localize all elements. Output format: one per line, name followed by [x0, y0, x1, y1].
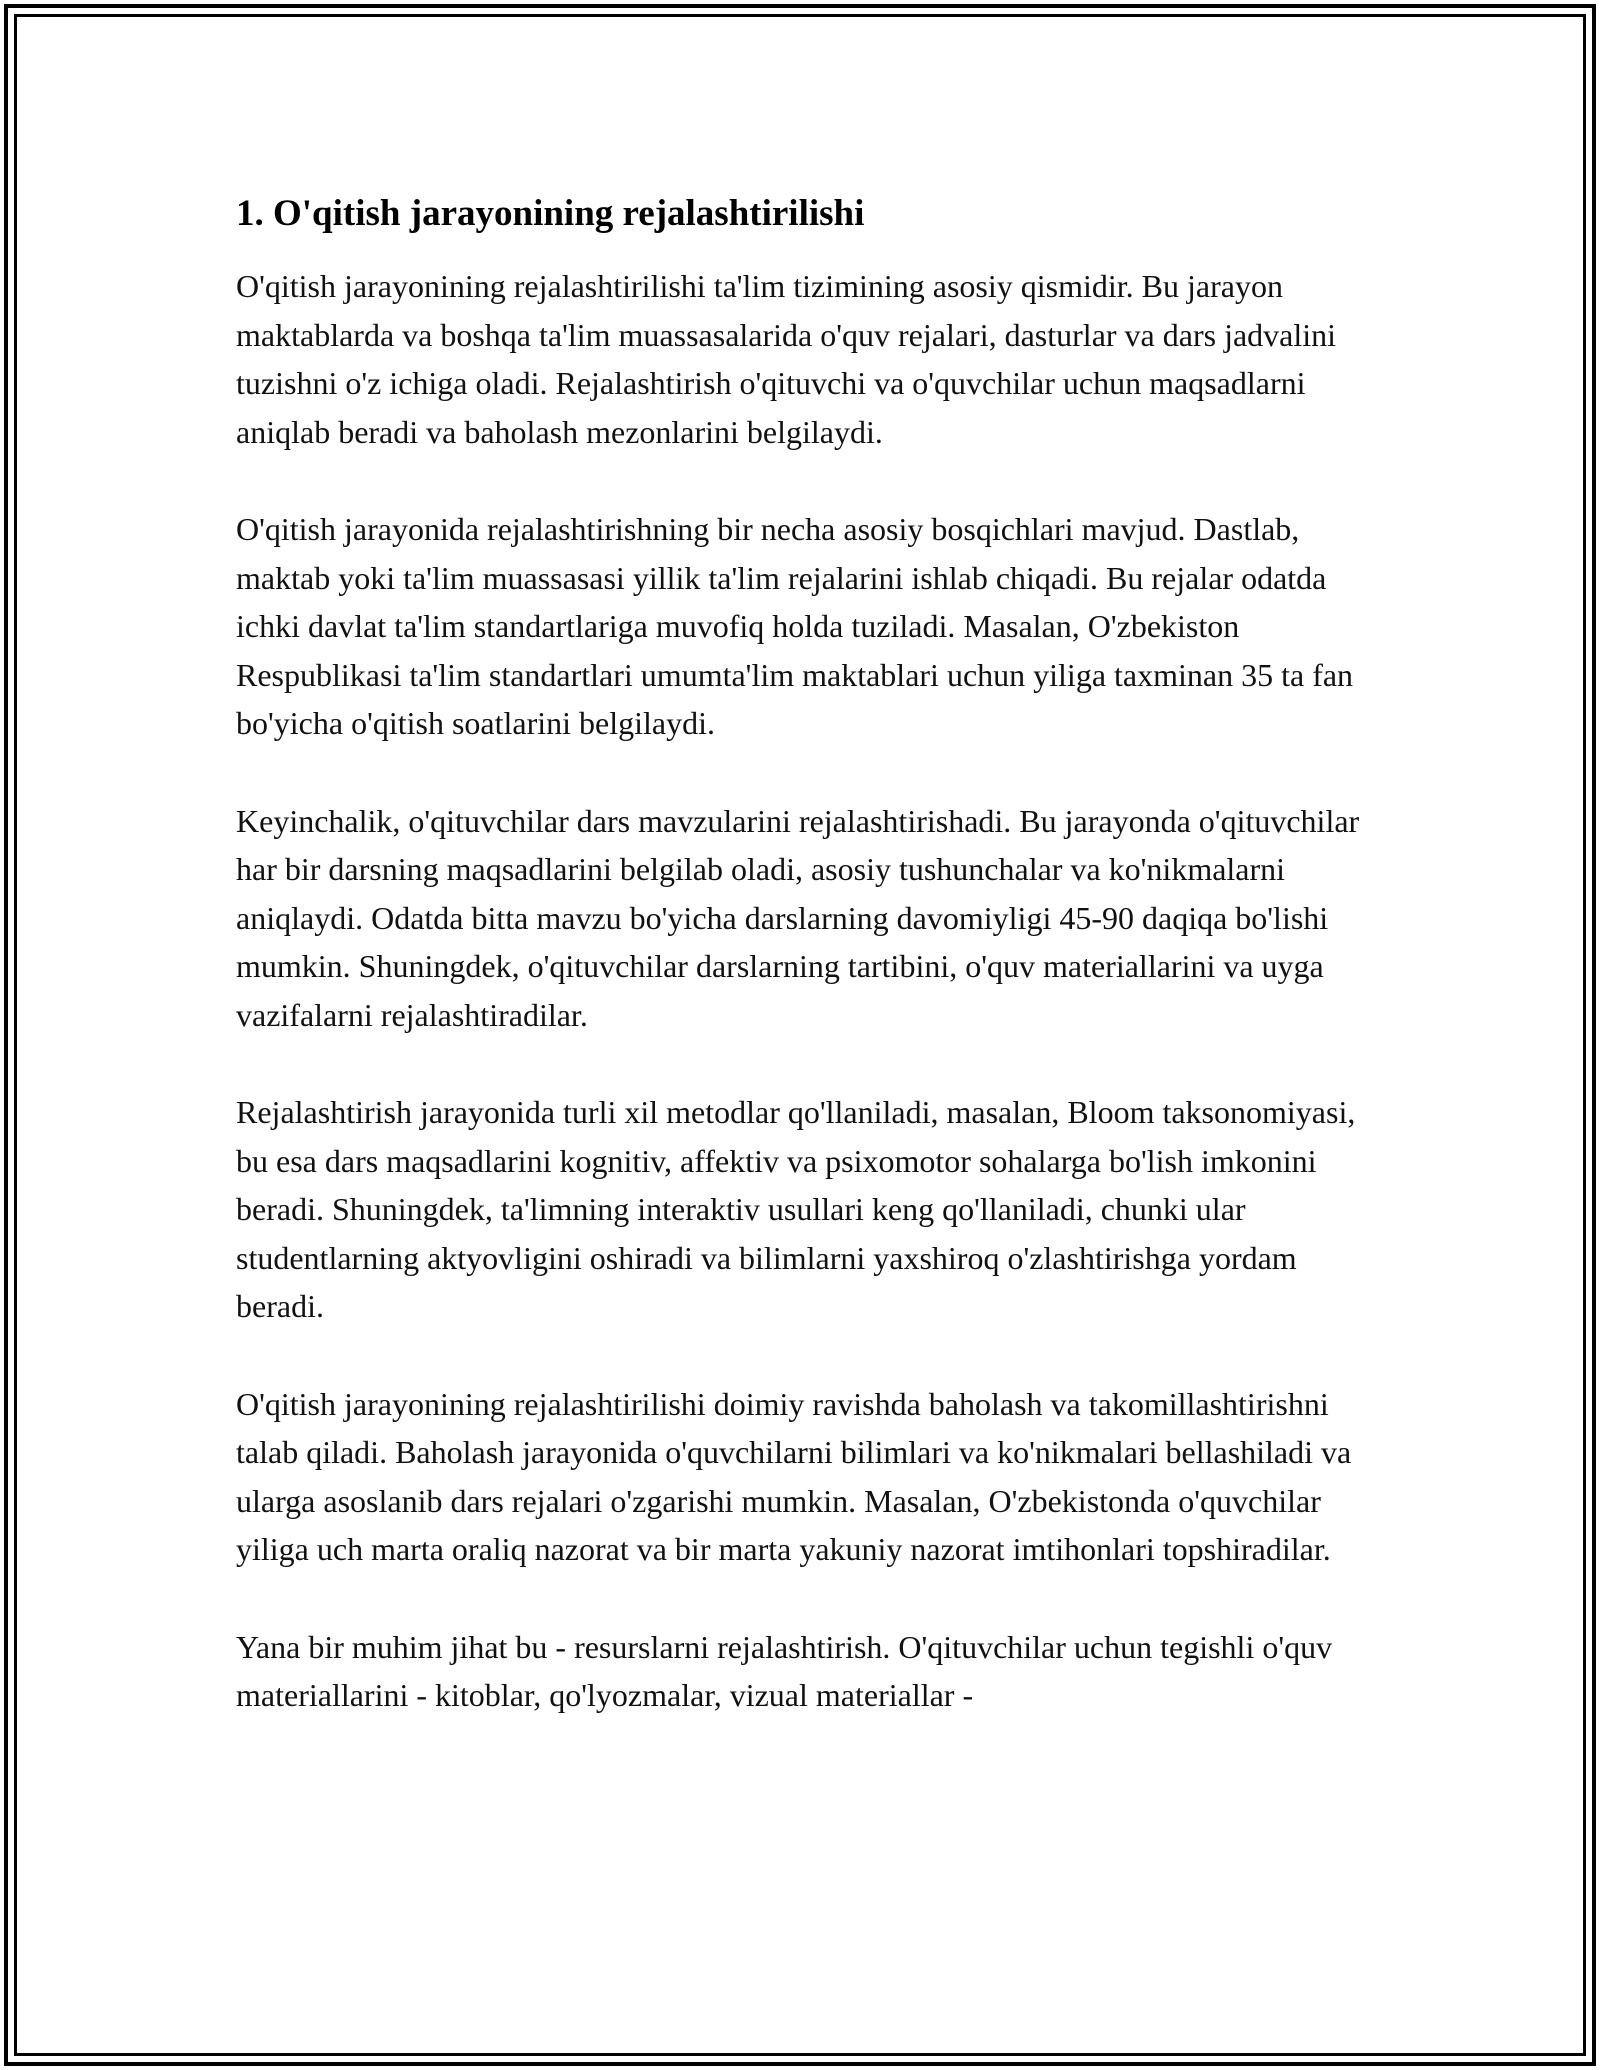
section-heading: 1. O'qitish jarayonining rejalashtirilishi: [236, 193, 865, 234]
document-body: [236, 186, 1376, 1769]
paragraph: Rejalashtirish jarayonida turli xil metodlar qo'llaniladi, masalan, Bloom taksonomiyasi, bu esa dars maqsadlarini kognitiv, affektiv va psixomotor sohalarga bo'lish imkonini beradi. Shuningdek, ta'limning interaktiv usullari keng qo'llaniladi, chunki ular studentlarning aktyovligini oshiradi va bilimlarni yaxshiroq o'zlashtirishga yordam beradi.: [236, 1094, 1356, 1324]
paragraph: O'qitish jarayonining rejalashtirilishi ta'lim tizimining asosiy qismidir. Bu jarayon maktablarda va boshqa ta'lim muassasalarida o'quv rejalari, dasturlar va dars jadvalini tuzishni o'z ichiga oladi. Rejalashtirish o'qituvchi va o'quvchilar uchun maqsadlarni aniqlab beradi va baholash mezonlarini belgilaydi.: [236, 268, 1337, 450]
paragraph: Keyinchalik, o'qituvchilar dars mavzularini rejalashtirishadi. Bu jarayonda o'qituvchilar har bir darsning maqsadlarini belgilab oladi, asosiy tushunchalar va ko'nikmalarni aniqlaydi. Odatda bitta mavzu bo'yicha darslarning davomiyligi 45-90 daqiqa bo'lishi mumkin. Shuningdek, o'qituvchilar darslarning tartibini, o'quv materiallarini va uyga vazifalarni rejalashtiradilar.: [236, 802, 1360, 1033]
paragraph: O'qitish jarayonining rejalashtirilishi doimiy ravishda baholash va takomillashtirishni talab qiladi. Baholash jarayonida o'quvchilarni bilimlari va ko'nikmalari bellashiladi va ularga asoslanib dars rejalari o'zgarishi mumkin. Masalan, O'zbekistonda o'quvchilar yiliga uch marta oraliq nazorat va bir marta yakuniy nazorat imtihonlari topshiradilar.: [236, 1385, 1352, 1567]
paragraph: O'qitish jarayonida rejalashtirishning bir necha asosiy bosqichlari mavjud. Dastlab, maktab yoki ta'lim muassasasi yillik ta'lim rejalarini ishlab chiqadi. Bu rejalar odatda ichki davlat ta'lim standartlariga muvofiq holda tuziladi. Masalan, O'zbekiston Respublikasi ta'lim standartlari umumta'lim maktablari uchun yiliga taxminan 35 ta fan bo'yicha o'qitish soatlarini belgilaydi.: [236, 511, 1354, 741]
paragraph: Yana bir muhim jihat bu - resurslarni rejalashtirish. O'qituvchilar uchun tegishli o'quv materiallarini - kitoblar, qo'lyozmalar, vizual materiallar -: [236, 1628, 1333, 1713]
